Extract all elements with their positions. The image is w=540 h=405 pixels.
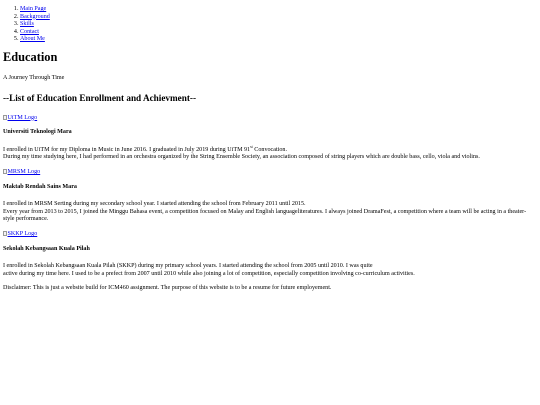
uitm-logo-alt: UiTM Logo <box>7 114 38 121</box>
school-description-mrsm <box>3 201 537 224</box>
uitm-text-line2: During my time studying here, I had performed in an orchestra organized by the String Ensemble Society, an association composed of string players which are double bass, cello, viola and violins. <box>3 154 480 161</box>
skkp-text-line1: I enrolled in Sekolah Kebangsaan Kuala Pilah (SKKP) during my primary school years. I started attending the school from 2005 until 2010. I was quite <box>3 263 373 270</box>
nav-link-about-me[interactable]: About Me <box>20 36 45 43</box>
broken-image-icon <box>3 169 7 174</box>
uitm-text-line1: I enrolled in UiTM for my Diploma in Music in June 2016. I graduated in July 2019 during UiTM 91 <box>3 146 251 153</box>
school-description-skkp <box>3 263 537 278</box>
nav-link-background[interactable]: Background <box>20 13 50 20</box>
nav-link-main-page[interactable]: Main Page <box>20 6 47 12</box>
school-name-mrsm: Maktab Rendah Sains Mara <box>3 183 77 190</box>
uitm-text-line1-end: Convocation. <box>252 146 287 153</box>
nav-item-background <box>20 14 537 22</box>
nav-list <box>3 0 537 44</box>
page-subtitle: A Journey Through Time <box>3 74 65 81</box>
nav-link-contact[interactable]: Contact <box>20 28 39 35</box>
broken-image-icon <box>3 231 7 236</box>
skkp-logo-link[interactable] <box>3 231 37 239</box>
school-name-skkp: Sekolah Kebangsaan Kuala Pilah <box>3 245 90 252</box>
school-entry-skkp <box>3 231 537 278</box>
mrsm-logo-link[interactable] <box>3 169 40 177</box>
skkp-logo-alt: SKKP Logo <box>7 230 38 237</box>
nav-item-about-me <box>20 36 537 44</box>
uitm-ordinal-suffix: st <box>250 143 253 149</box>
mrsm-logo-alt: MRSM Logo <box>7 168 41 175</box>
school-entry-uitm <box>3 115 537 162</box>
school-entry-mrsm <box>3 169 537 224</box>
section-heading: --List of Education Enrollment and Achievment-- <box>3 92 197 103</box>
page-title: Education <box>3 49 58 64</box>
broken-image-icon <box>3 115 7 120</box>
disclaimer-text: Disclaimer: This is just a website build for ICM460 assignment. The purpose of this website is to be a resume for future employement. <box>3 285 332 292</box>
mrsm-text-line2: Every year from 2013 to 2015, I joined the Minggu Bahasa event, a competition focused on Malay and English languageliteratures. I always joined DramaFest, a competition where a team will be acting in a theater-style performance. <box>3 208 527 223</box>
school-description-uitm <box>3 143 537 162</box>
nav-item-main-page <box>20 6 537 14</box>
nav-item-contact <box>20 29 537 37</box>
nav-link-skills[interactable]: Skills <box>20 21 34 28</box>
nav-item-skills <box>20 21 537 29</box>
school-name-uitm: Universiti Teknologi Mara <box>3 129 72 136</box>
mrsm-text-line1: I enrolled in MRSM Serting during my secondary school year. I started attending the school from February 2011 until 2015. <box>3 201 306 208</box>
skkp-text-line2: active during my time here. I used to be a prefect from 2007 until 2010 while also joining a lot of competition, especially competition involving co-curriculum activities. <box>3 270 415 277</box>
uitm-logo-link[interactable] <box>3 115 37 123</box>
